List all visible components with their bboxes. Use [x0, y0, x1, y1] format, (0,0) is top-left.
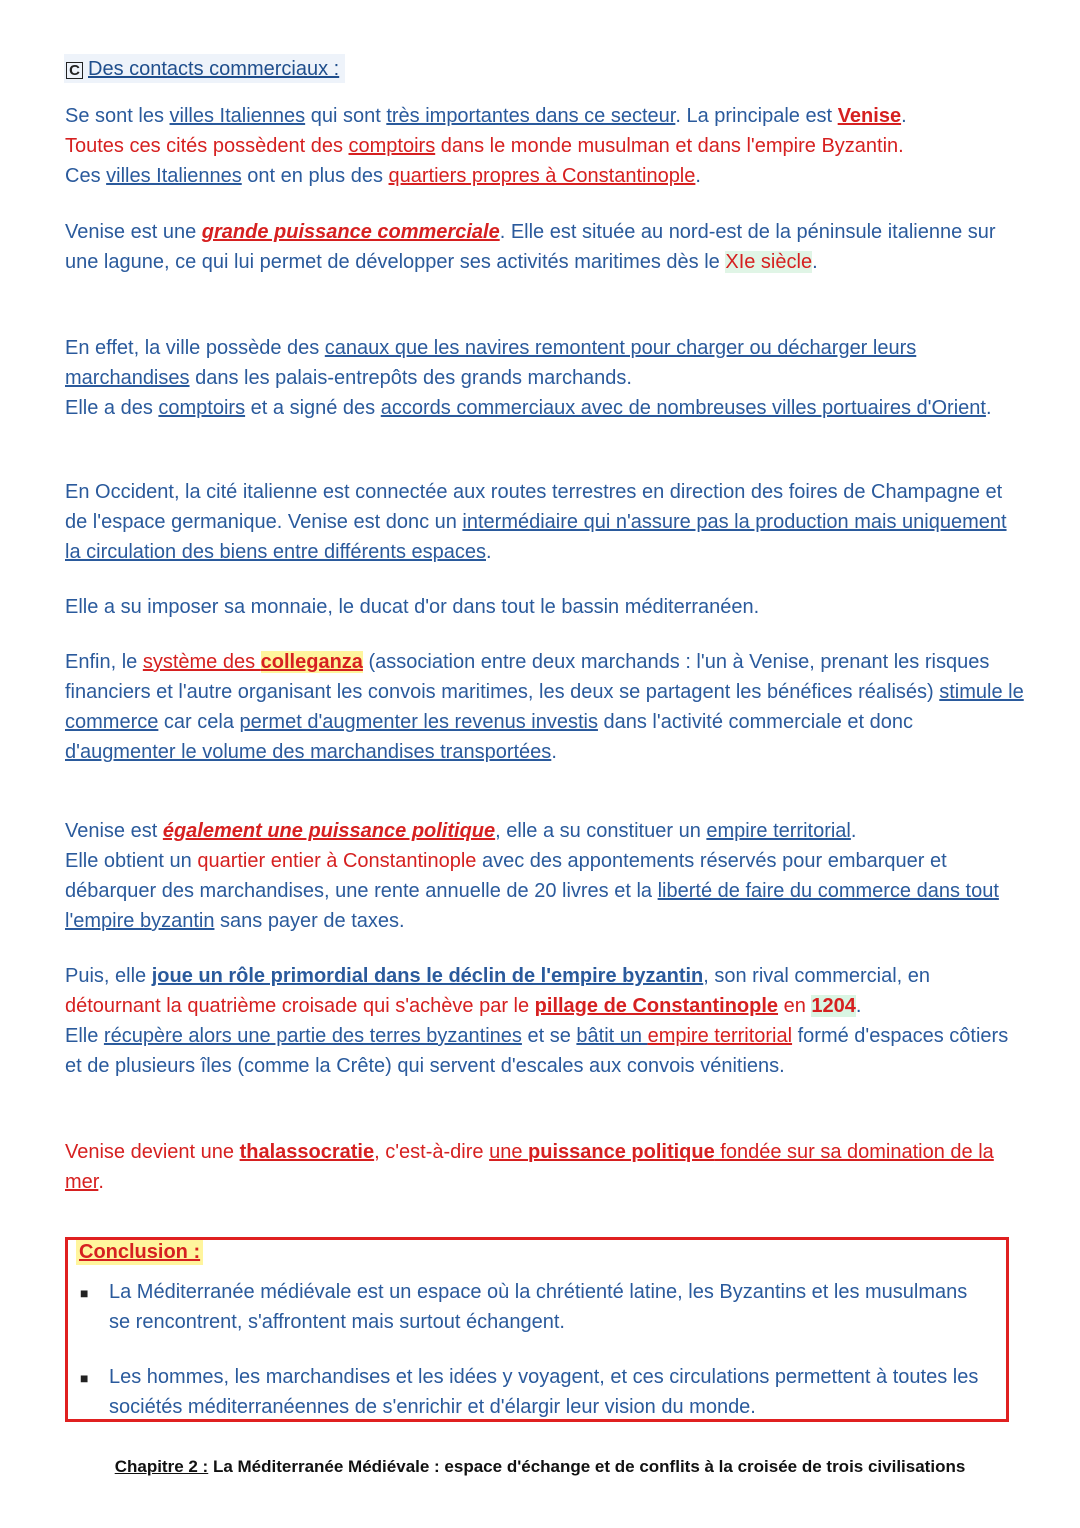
bullet-icon: ■: [80, 1285, 89, 1301]
section-heading: [64, 54, 345, 83]
paragraph-occident: En Occident, la cité italienne est connectée aux routes terrestres en direction des foires de Champagne et de l'espace germanique. Venise est donc un intermédiaire qui n'assure pas la production mais uniquement la circulation des biens entre différents espaces.: [65, 481, 1007, 563]
paragraph-canals: En effet, la ville possède des canaux que les navires remontent pour charger ou décharger leurs marchandises dans les palais-entrepôts des grands marchands. Elle a des comptoirs et a signé des accords commerciaux avec de nombreuses villes portuaires d'Orient.: [65, 337, 992, 419]
bullet-icon: ■: [80, 1370, 89, 1386]
chapter-footer: [90, 1454, 990, 1479]
chapter-title: La Méditerranée Médiévale : espace d'échange et de conflits à la croisée de trois civilisations: [208, 1457, 966, 1476]
paragraph-byzantine-decline: Puis, elle joue un rôle primordial dans le déclin de l'empire byzantin, son rival commercial, en détournant la quatrième croisade qui s'achève par le pillage de Constantinople en 1204. Elle récupère alors une partie des terres byzantines et se bâtit un empire territorial formé d'espaces côtiers et de plusieurs îles (comme la Crête) qui servent d'escales aux convois vénitiens.: [65, 965, 1009, 1077]
section-letter: C: [66, 62, 83, 79]
paragraph-colleganza: Enfin, le système des colleganza (association entre deux marchands : l'un à Venise, prenant les risques financiers et l'autre organisant les convois maritimes, les deux se partagent les bénéfices réalisés) stimule le commerce car cela permet d'augmenter les revenus investis dans l'activité commerciale et donc d'augmenter le volume des marchandises transportées.: [65, 651, 1024, 763]
conclusion-title: Conclusion :: [76, 1240, 203, 1265]
paragraph-italian-cities: Se sont les villes Italiennes qui sont très importantes dans ce secteur. La principale est Venise. Toutes ces cités possèdent des comptoirs dans le monde musulman et dans l'empire Byzantin. Ces villes Italiennes ont en plus des quartiers propres à Constantinople.: [65, 105, 907, 187]
paragraph-ducat: Elle a su imposer sa monnaie, le ducat d'or dans tout le bassin méditerranéen.: [65, 596, 760, 618]
paragraph-thalassocracy: Venise devient une thalassocratie, c'est-à-dire une puissance politique fondée sur sa domination de la mer.: [65, 1141, 994, 1193]
conclusion-item: Les hommes, les marchandises et les idées y voyagent, et ces circulations permettent à toutes les sociétés méditerranéennes de s'enrichir et d'élargir leur vision du monde.: [109, 1366, 979, 1418]
section-title: Des contacts commerciaux :: [88, 58, 340, 80]
conclusion-item: La Méditerranée médiévale est un espace où la chrétienté latine, les Byzantins et les musulmans se rencontrent, s'affrontent mais surtout échangent.: [109, 1281, 968, 1333]
paragraph-political-power: Venise est également une puissance politique, elle a su constituer un empire territorial. Elle obtient un quartier entier à Constantinople avec des appontements réservés pour embarquer et débarquer des marchandises, une rente annuelle de 20 livres et la liberté de faire du commerce dans tout l'empire byzantin sans payer de taxes.: [65, 820, 999, 932]
paragraph-commercial-power: Venise est une grande puissance commerciale. Elle est située au nord-est de la péninsule italienne sur une lagune, ce qui lui permet de développer ses activités maritimes dès le XIe siècle.: [65, 221, 996, 273]
chapter-number: Chapitre 2 :: [114, 1457, 209, 1476]
